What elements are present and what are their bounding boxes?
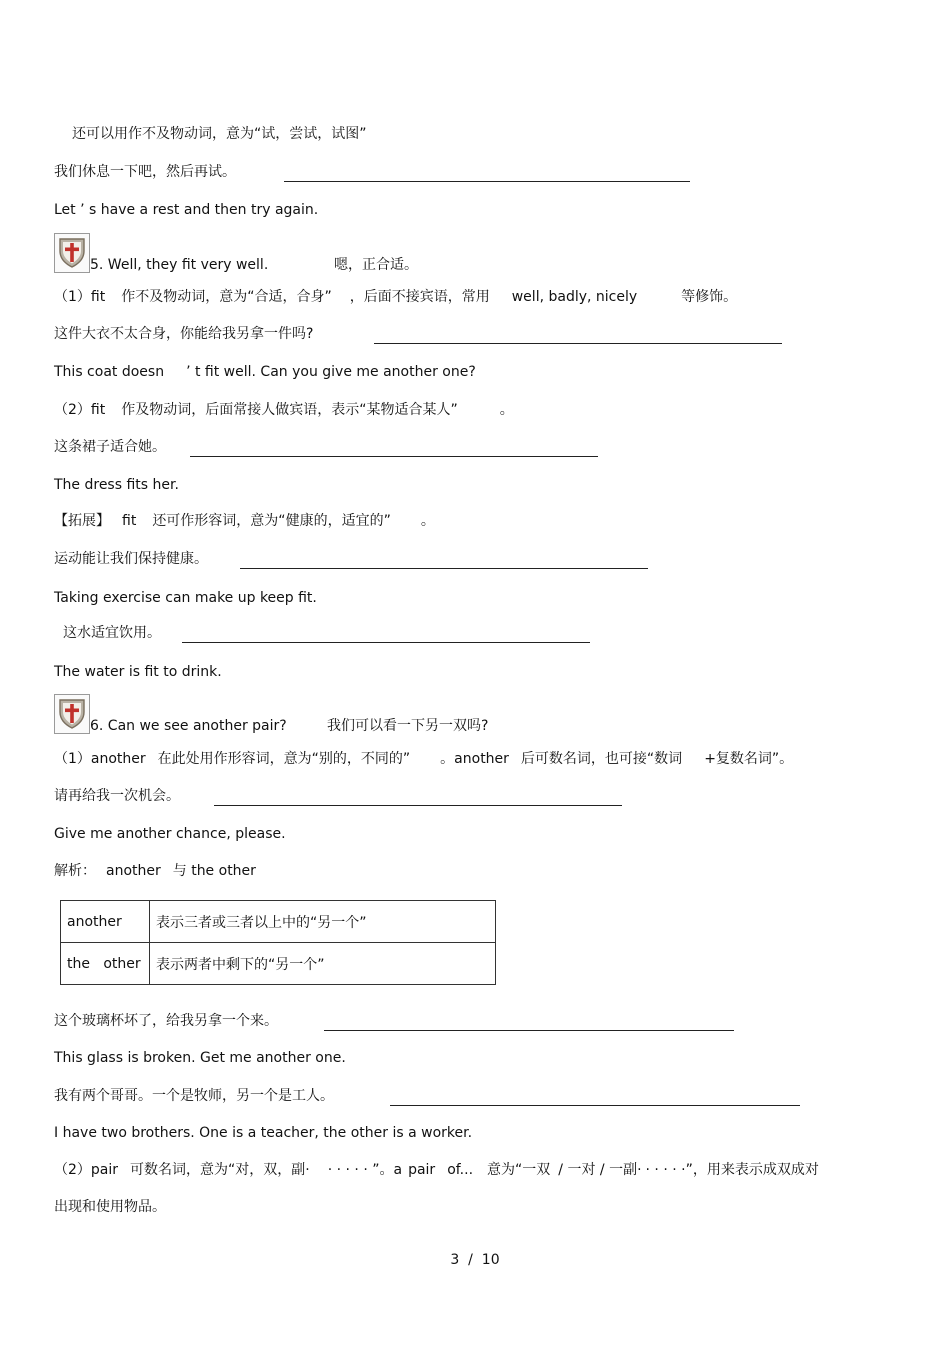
table-cell-term: another	[61, 901, 150, 943]
table-cell-meaning: 表示两者中剩下的“另一个”	[150, 943, 496, 985]
text-line: 出现和使用物品。	[54, 1199, 166, 1215]
usage-keywords: well, badly, nicely	[511, 289, 638, 305]
answer-blank[interactable]	[190, 456, 598, 457]
analysis-term: another	[106, 863, 161, 879]
extension-line	[54, 512, 435, 530]
analysis-line	[54, 862, 256, 880]
section-title-chinese: 我们可以看一下另一双吗?	[327, 718, 489, 734]
usage-line	[54, 1161, 819, 1179]
answer-blank[interactable]	[284, 181, 690, 182]
example-chinese: 我有两个哥哥。一个是牧师，另一个是工人。	[54, 1088, 334, 1104]
table-cell-term: the other	[61, 943, 150, 985]
section-title: 5. Well, they fit very well.	[90, 257, 269, 273]
usage-text: · · · · ·”，用来表示成双成对	[645, 1162, 819, 1178]
example-chinese: 这水适宜饮用。	[63, 625, 161, 641]
answer-blank[interactable]	[390, 1105, 800, 1106]
comparison-table	[60, 900, 496, 985]
usage-text: 后可数名词，也可接“数词	[520, 751, 683, 767]
usage-text: pair	[408, 1162, 436, 1178]
usage-text: · · · · · ”。a	[327, 1162, 403, 1178]
example-chinese: 我们休息一下吧，然后再试。	[54, 164, 236, 180]
example-english: The water is fit to drink.	[54, 664, 222, 680]
example-chinese: 这个玻璃杯坏了，给我另拿一个来。	[54, 1013, 278, 1029]
table-cell-meaning: 表示三者或三者以上中的“另一个”	[150, 901, 496, 943]
example-english: This glass is broken. Get me another one.	[54, 1050, 346, 1066]
usage-number: （1）fit	[54, 289, 106, 305]
usage-number: （2）fit	[54, 402, 106, 418]
usage-line	[54, 401, 514, 419]
usage-text: 。	[499, 402, 514, 418]
example-english: Give me another chance, please.	[54, 826, 286, 842]
usage-text: 意为“一双	[487, 1162, 551, 1178]
shield-cross-icon	[54, 694, 90, 734]
analysis-term: 与 the other	[172, 863, 256, 879]
usage-text: ，后面不接宾语，常用	[349, 289, 490, 305]
example-chinese: 请再给我一次机会。	[54, 788, 180, 804]
usage-line	[54, 288, 737, 306]
example-chinese: 这条裙子适合她。	[54, 439, 166, 455]
usage-text: / 一对 / 一副·	[558, 1162, 642, 1178]
example-english-part: ’ t fit well. Can you give me another one?	[186, 364, 476, 380]
extension-label: 【拓展】	[54, 513, 110, 529]
example-english	[54, 363, 476, 381]
usage-text: 在此处用作形容词，意为“别的，不同的”	[157, 751, 411, 767]
extension-text: 。	[420, 513, 435, 529]
usage-text: +复数名词”。	[704, 751, 794, 767]
usage-line	[54, 750, 793, 768]
example-english: I have two brothers. One is a teacher, the other is a worker.	[54, 1125, 473, 1141]
table-row	[61, 901, 496, 943]
shield-cross-icon	[54, 233, 90, 273]
answer-blank[interactable]	[374, 343, 782, 344]
answer-blank[interactable]	[240, 568, 648, 569]
example-chinese: 运动能让我们保持健康。	[54, 551, 208, 567]
usage-number: （1）another	[54, 751, 146, 767]
section-title-chinese: 嗯，正合适。	[334, 257, 418, 273]
answer-blank[interactable]	[324, 1030, 734, 1031]
example-english: Taking exercise can make up keep fit.	[54, 590, 317, 606]
answer-blank[interactable]	[182, 642, 590, 643]
page-number: 3 / 10	[450, 1252, 500, 1268]
usage-text: 。another	[440, 751, 509, 767]
usage-number: （2）pair	[54, 1162, 119, 1178]
usage-text: of...	[447, 1162, 474, 1178]
usage-text: 作不及物动词，意为“合适，合身”	[121, 289, 332, 305]
text-line: 还可以用作不及物动词，意为“试，尝试，试图”	[72, 126, 367, 142]
answer-blank[interactable]	[214, 805, 622, 806]
analysis-label: 解析：	[54, 863, 96, 879]
section-title: 6. Can we see another pair?	[90, 718, 287, 734]
example-english: The dress fits her.	[54, 477, 179, 493]
extension-keyword: fit	[122, 513, 137, 529]
table-row	[61, 943, 496, 985]
example-english: Let ’ s have a rest and then try again.	[54, 202, 319, 218]
extension-text: 还可作形容词，意为“健康的，适宜的”	[152, 513, 391, 529]
usage-text: 等修饰。	[681, 289, 738, 305]
example-chinese: 这件大衣不太合身，你能给我另拿一件吗?	[54, 326, 314, 342]
usage-text: 可数名词，意为“对，双，副·	[130, 1162, 310, 1178]
example-english-part: This coat doesn	[54, 364, 165, 380]
usage-text: 作及物动词，后面常接人做宾语，表示“某物适合某人”	[121, 402, 458, 418]
